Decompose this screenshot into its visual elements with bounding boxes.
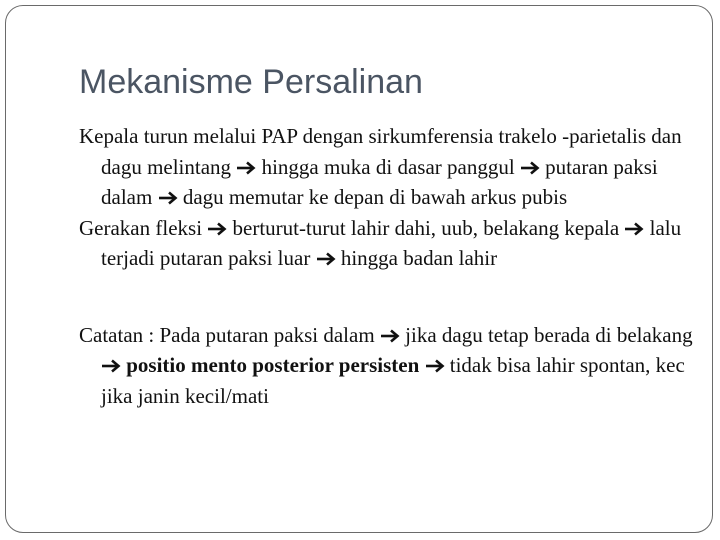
slide-title: Mekanisme Persalinan (79, 63, 423, 101)
right-arrow-icon (158, 191, 178, 205)
right-arrow-icon (316, 252, 336, 266)
right-arrow-icon (236, 161, 256, 175)
text-segment: berturut-turut lahir dahi, uub, belakang kepala (227, 215, 625, 240)
right-arrow-icon (520, 161, 540, 175)
text-segment: Catatan : Pada putaran paksi dalam (79, 322, 380, 347)
right-arrow-icon (207, 222, 227, 236)
paragraph-1 (79, 121, 699, 213)
paragraph-3 (79, 320, 699, 412)
text-segment: hingga badan lahir (335, 246, 498, 270)
emphasis-text: positio mento posterior persisten (121, 353, 420, 377)
paragraph-2 (79, 213, 699, 274)
text-segment: hingga muka di dasar panggul (256, 154, 520, 179)
paragraph-spacer (79, 274, 699, 320)
text-segment: tidak bisa lahir spontan, kec jika janin kecil/mati (101, 353, 685, 408)
text-segment: jika dagu tetap berada di belakang (399, 322, 693, 347)
text-segment: putaran paksi dalam (101, 154, 658, 209)
text-segment: Gerakan fleksi (79, 215, 208, 240)
slide (5, 5, 713, 533)
right-arrow-icon (624, 222, 644, 236)
text-segment: Kepala turun melalui PAP dengan sirkumferensia trakelo -parietalis dan dagu melintang (79, 124, 682, 179)
text-segment: lalu terjadi putaran paksi luar (101, 215, 682, 270)
right-arrow-icon (425, 359, 445, 373)
right-arrow-icon (380, 329, 400, 343)
slide-body (79, 121, 699, 411)
right-arrow-icon (101, 359, 121, 373)
text-segment: dagu memutar ke depan di bawah arkus pubis (177, 185, 568, 209)
